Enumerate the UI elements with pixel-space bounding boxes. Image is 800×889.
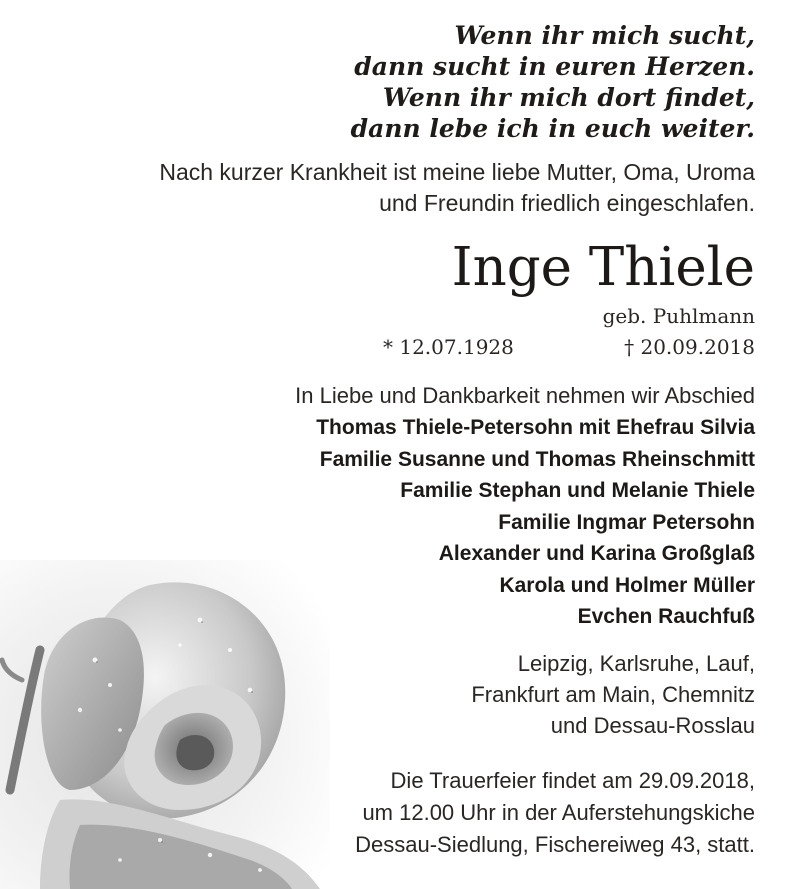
- mourner-item: Familie Susanne und Thomas Rheinschmitt: [319, 447, 755, 471]
- poem-line: dann sucht in euren Herzen.: [354, 52, 755, 81]
- place-line: und Dessau-Rosslau: [550, 713, 755, 738]
- funeral-info: [355, 765, 755, 861]
- places: [471, 648, 755, 741]
- birth-date: * 12.07.1928: [383, 335, 514, 359]
- death-date: † 20.09.2018: [624, 335, 755, 359]
- mourner-item: Thomas Thiele-Petersohn mit Ehefrau Silvia: [316, 416, 755, 439]
- place-line: Frankfurt am Main, Chemnitz: [471, 682, 755, 707]
- intro-line: und Freundin friedlich eingeschlafen.: [379, 190, 755, 216]
- mourner-item: Alexander und Karina Großglaß: [438, 542, 755, 565]
- funeral-line: Dessau-Siedlung, Fischereiweg 43, statt.: [355, 832, 755, 857]
- intro-text: [159, 157, 755, 219]
- funeral-line: Die Trauerfeier findet am 29.09.2018,: [390, 768, 755, 793]
- deceased-name: Inge Thiele: [451, 237, 755, 298]
- poem-line: Wenn ihr mich dort findet,: [382, 83, 755, 112]
- poem-line: dann lebe ich in euch weiter.: [350, 114, 755, 143]
- maiden-name: geb. Puhlmann: [602, 304, 755, 328]
- mourner-item: Evchen Rauchfuß: [577, 605, 755, 628]
- intro-line: Nach kurzer Krankheit ist meine liebe Mutter, Oma, Uroma: [159, 159, 755, 185]
- poem-line: Wenn ihr mich sucht,: [454, 21, 755, 50]
- funeral-line: um 12.00 Uhr in der Auferstehungskiche: [362, 800, 755, 825]
- place-line: Leipzig, Karlsruhe, Lauf,: [517, 651, 755, 676]
- mourner-item: Karola und Holmer Müller: [499, 573, 755, 597]
- mourner-item: Familie Stephan und Melanie Thiele: [400, 479, 755, 502]
- mourner-list: [316, 412, 755, 633]
- poem: [351, 20, 755, 144]
- mourner-item: Familie Ingmar Petersohn: [498, 510, 755, 534]
- farewell-text: In Liebe und Dankbarkeit nehmen wir Abschied: [295, 383, 755, 408]
- rose-image: [0, 560, 330, 889]
